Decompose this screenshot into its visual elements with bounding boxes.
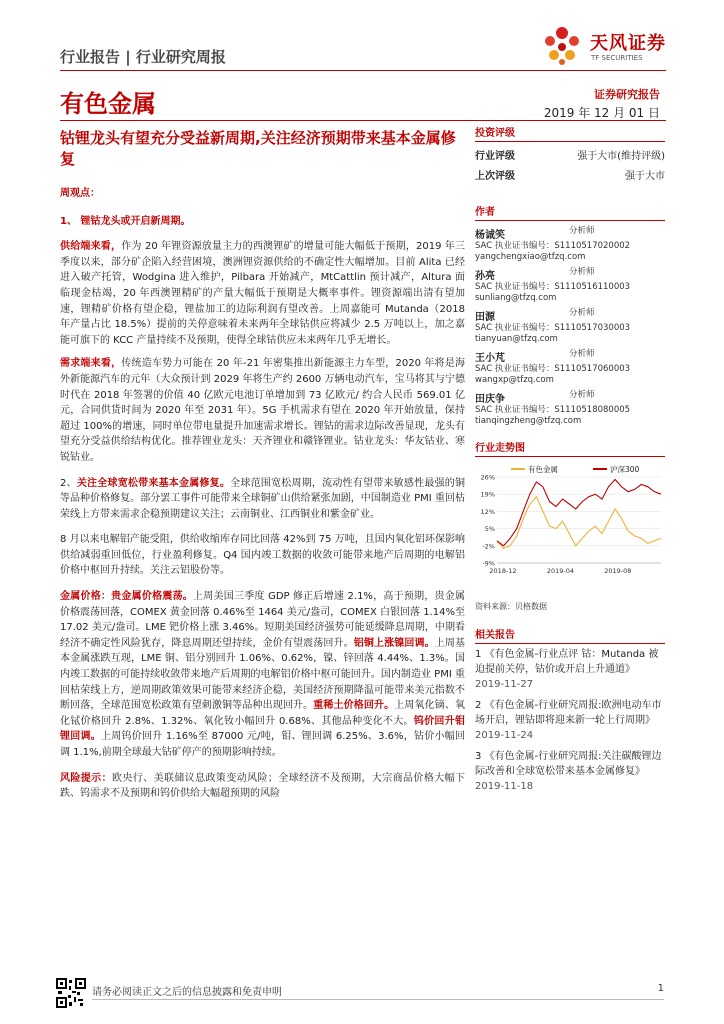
author-entry	[475, 390, 665, 427]
paragraph-metal-prices	[60, 589, 465, 761]
y-tick-label: 26%	[480, 473, 495, 482]
precious-metals-heading: 贵金属价格震荡。	[111, 591, 194, 603]
rare-earth-heading: 重稀土价格回升。	[313, 700, 395, 712]
sector-title: 有色金属	[60, 90, 156, 118]
prev-rating-label: 上次评级	[475, 171, 515, 182]
demand-text: 传统造车势力可能在 20 年-21 年密集推出新能源主力车型，2020 年将是海外新能源汽车的元年（大众预计到 2029 年将生产约 2600 万辆电动汽车，宝马将其与宁德时代在 2018 年签署的价值 40 亿欧元电池订单增加到 73 亿欧元/ 约合人民币 569.01 亿元，合同供货时间为 2020 年至 2031 年）。5G 手机需求有望在 2020 年开始放量，保持超过 100%的增速，同时单位带电量提升加速需求增长。锂钴的需求边际改善显现，龙头有望充分受益供给结构优化。推荐锂业龙头：天齐锂业和赣锋锂业。钴业龙头：华友钴业、寒锐钴业。	[60, 358, 465, 463]
rare-earth-text: 上周氧化镝、氧化铽价格回升 2.8%、1.32%、氧化钕小幅回升 0.68%、其他品种变化不大。	[60, 700, 466, 727]
related-date: 2019-11-24	[475, 730, 534, 741]
related-report-item[interactable]	[475, 698, 665, 743]
precious-metals-text: 上周美国三季度 GDP 修正后增速 2.1%，高于预期，贵金属价格震荡回落，COMEX 黄金回落 0.46%至 1464 美元/盎司，COMEX 白银回落 1.14%至 17.02 美元/盎司。LME 钯价格上涨 3.46%。短期美国经济强势可能延缓降息周期，中期看经济不确定性风险犹存，降息周期还望持续，金价有望震荡回升。	[60, 591, 466, 649]
footer-disclaimer: 请务必阅读正文之后的信息披露和免责申明	[92, 987, 282, 998]
author-cert: SAC 执业证书编号：S1110517060003	[475, 364, 631, 374]
author-entry	[475, 308, 665, 345]
supply-lead: 供给端来看，	[60, 241, 122, 253]
y-tick-label: -2%	[482, 542, 495, 551]
y-tick-label: -9%	[482, 559, 495, 568]
risk-text: 欧央行、美联储议息政策变动风险；全球经济不及预期，大宗商品价格大幅下跌、钨需求不及预期和钨价供给大幅超预期的风险	[60, 772, 466, 800]
author-role: 分析师	[569, 267, 595, 277]
related-title: 《有色金属-行业研究周报:欧洲电动车市场开启，锂钴即将迎来新一轮上行周期》	[475, 700, 662, 726]
author-name: 王小芃	[475, 353, 505, 364]
related-num: 2	[475, 700, 482, 711]
related-date: 2019-11-27	[475, 679, 534, 690]
qr-code-icon	[56, 978, 86, 1008]
report-type: 证券研究报告	[594, 88, 660, 101]
author-role: 分析师	[569, 390, 595, 400]
title-rule	[60, 120, 666, 121]
author-email[interactable]: wangxp@tfzq.com	[475, 375, 554, 385]
related-title: 《有色金属-行业研究周报:关注碳酸锂边际改善和全球宽松带来基本金属修复》	[475, 751, 662, 777]
x-tick-label: 2019-08	[604, 567, 632, 575]
base-metals-text: 上周基本金属涨跌互现，LME 铜、铝分别回升 1.06%、0.62%，镍、锌回落 4.44%、1.3%。国内竣工数据的可能持续收敛带来地产后周期的电解铝价格中枢可能回升。国内制造业 PMI 重回枯荣线上方，逆周期政策效果可能带来经济企稳，美国经济预期降温可能带来美元指数不断回落，全球范围宽松政策有望刺激铜等品种出现回升。	[60, 637, 466, 712]
logo-text: 天风证券	[590, 33, 666, 54]
author-cert: SAC 执业证书编号：S1110516110003	[475, 282, 631, 292]
section-1-heading: 1、 锂钴龙头或开启新周期。	[60, 215, 191, 227]
paragraph-aluminum: 8 月以来电解铝产能受阻，供给收缩库存同比回落 42%到 75 万吨，且国内氧化铝环保影响供给减弱重回低位，行业盈利修复。Q4 国内竣工数据的收敛可能带来地产后周期的电解铝价格中枢回升持续。关注云铝股份等。	[60, 534, 465, 577]
y-tick-label: 12%	[480, 507, 495, 516]
section-2-lead: 关注全球宽松带来基本金属修复。	[76, 477, 231, 489]
risk-lead: 风险提示：	[60, 772, 112, 784]
author-entry	[475, 226, 665, 263]
logo-flower-icon	[540, 24, 584, 68]
trend-heading: 行业走势图	[475, 443, 525, 454]
author-cert: SAC 执业证书编号：S1110518080005	[475, 405, 631, 415]
qr-code[interactable]	[56, 978, 86, 1008]
report-title: 钴锂龙头有望充分受益新周期,关注经济预期带来基本金属修复	[60, 129, 456, 168]
author-name: 杨诚笑	[475, 230, 505, 241]
paragraph-risk	[60, 771, 465, 802]
metal-prices-lead: 金属价格：	[60, 591, 112, 603]
y-tick-label: 19%	[480, 490, 495, 499]
author-name: 田源	[475, 312, 495, 323]
main-body	[60, 186, 465, 802]
related-date: 2019-11-18	[475, 781, 534, 792]
author-role: 分析师	[569, 349, 595, 359]
report-date: 2019 年 12 月 01 日	[543, 106, 660, 120]
industry-rating-row	[475, 147, 665, 162]
author-cert: SAC 执业证书编号：S1110517020002	[475, 241, 631, 251]
minor-metals-text: 上周钨价回升 1.16%至 87000 元/吨，钼、锂回调 6.25%、3.6%，钴价小幅回调 1.1%,前期全球最大钴矿停产的预期影响持续。	[60, 731, 466, 758]
author-role: 分析师	[569, 226, 595, 236]
related-heading: 相关报告	[475, 630, 515, 641]
author-email[interactable]: tianqingzheng@tfzq.com	[475, 416, 582, 426]
related-report-item[interactable]	[475, 749, 665, 794]
x-tick-label: 2019-04	[546, 567, 574, 575]
y-tick-label: 5%	[484, 525, 495, 534]
related-list	[475, 647, 665, 794]
rating-heading: 投资评级	[475, 128, 515, 139]
author-cert: SAC 执业证书编号：S1110517030003	[475, 323, 631, 333]
related-title: 《有色金属-行业点评 钴：Mutanda 被迫提前关停，钴价或开启上升通道》	[475, 649, 659, 675]
legend-label-nonferrous: 有色金属	[528, 465, 558, 474]
authors-heading: 作者	[475, 207, 495, 218]
author-name: 田庆争	[475, 394, 505, 405]
trend-chart-svg	[475, 459, 665, 577]
section-2-number: 2、	[60, 477, 77, 489]
author-email[interactable]: yangchengxiao@tfzq.com	[475, 252, 586, 262]
author-role: 分析师	[569, 308, 595, 318]
legend-label-hs300: 沪深300	[610, 465, 640, 474]
supply-text: 作为 20 年锂资源放量主力的西澳锂矿的增量可能大幅低于预期，2019 年三季度以来，部分矿企陷入经营困境，澳洲锂资源供给的不确定性大幅增加。目前 Alita 已经进入破产托管，Wodgina 进入维护，Pilbara 开始减产，MtCattlin 预计减产，Altura 面临现金枯竭，20 年西澳锂精矿的产量大幅低于预期是大概率事件。锂资源端出清有望加速，锂精矿价格有望企稳，锂盐加工的边际利润有望改善。上周嘉能可 Mutanda（2018 年产量占比 18.5%）提前的关停意味着未来两年全球钴供应将减少 2.5 万吨以上，加之嘉能可旗下的 KCC 产量持续不及预期，使得全球钴供应未来两年几乎无增长。	[60, 241, 465, 346]
chart-source: 资料来源：贝格数据	[475, 602, 547, 611]
base-metals-heading: 铝铜上涨镍回调。	[353, 637, 435, 649]
related-report-item[interactable]	[475, 647, 665, 692]
related-num: 1	[475, 649, 482, 660]
header-rule	[60, 70, 666, 71]
x-tick-label: 2018-12	[489, 567, 517, 575]
paragraph-demand	[60, 356, 465, 465]
series-line-hs300	[497, 480, 661, 546]
prev-rating-row	[475, 167, 665, 182]
industry-rating-label: 行业评级	[475, 151, 515, 162]
minor-metals-heading: 钨价回升钼锂回调。	[60, 715, 465, 743]
industry-rating-value: 强于大市(维持评级)	[577, 151, 665, 162]
author-name: 孙亮	[475, 271, 495, 282]
sidebar	[475, 124, 665, 800]
related-num: 3	[475, 751, 482, 762]
footer-rule	[92, 999, 664, 1000]
author-email[interactable]: sunliang@tfzq.com	[475, 293, 557, 303]
authors-list	[475, 226, 665, 427]
demand-lead: 需求端来看，	[60, 358, 122, 370]
author-entry	[475, 349, 665, 386]
author-email[interactable]: tianyuan@tfzq.com	[475, 334, 558, 344]
prev-rating-value: 强于大市	[625, 171, 665, 182]
paragraph-section-2	[60, 476, 465, 523]
section-2-text: 全球范围宽松周期，流动性有望带来敏感性最强的铜等品种价格修复。部分罢工事件可能带来全球铜矿山供给紧张加剧，中国制造业 PMI 重回枯荣线上方带来需求企稳预期建议关注；云南铜业、江西铜业和紫金矿业。	[60, 477, 466, 520]
company-logo	[540, 24, 680, 68]
paragraph-supply	[60, 239, 465, 348]
report-category: 行业报告 | 行业研究周报	[60, 48, 226, 66]
trend-chart	[475, 459, 665, 577]
logo-subtext: TF SECURITIES	[591, 54, 643, 62]
author-entry	[475, 267, 665, 304]
page-number: 1	[657, 983, 664, 994]
view-heading: 周观点：	[60, 188, 100, 199]
